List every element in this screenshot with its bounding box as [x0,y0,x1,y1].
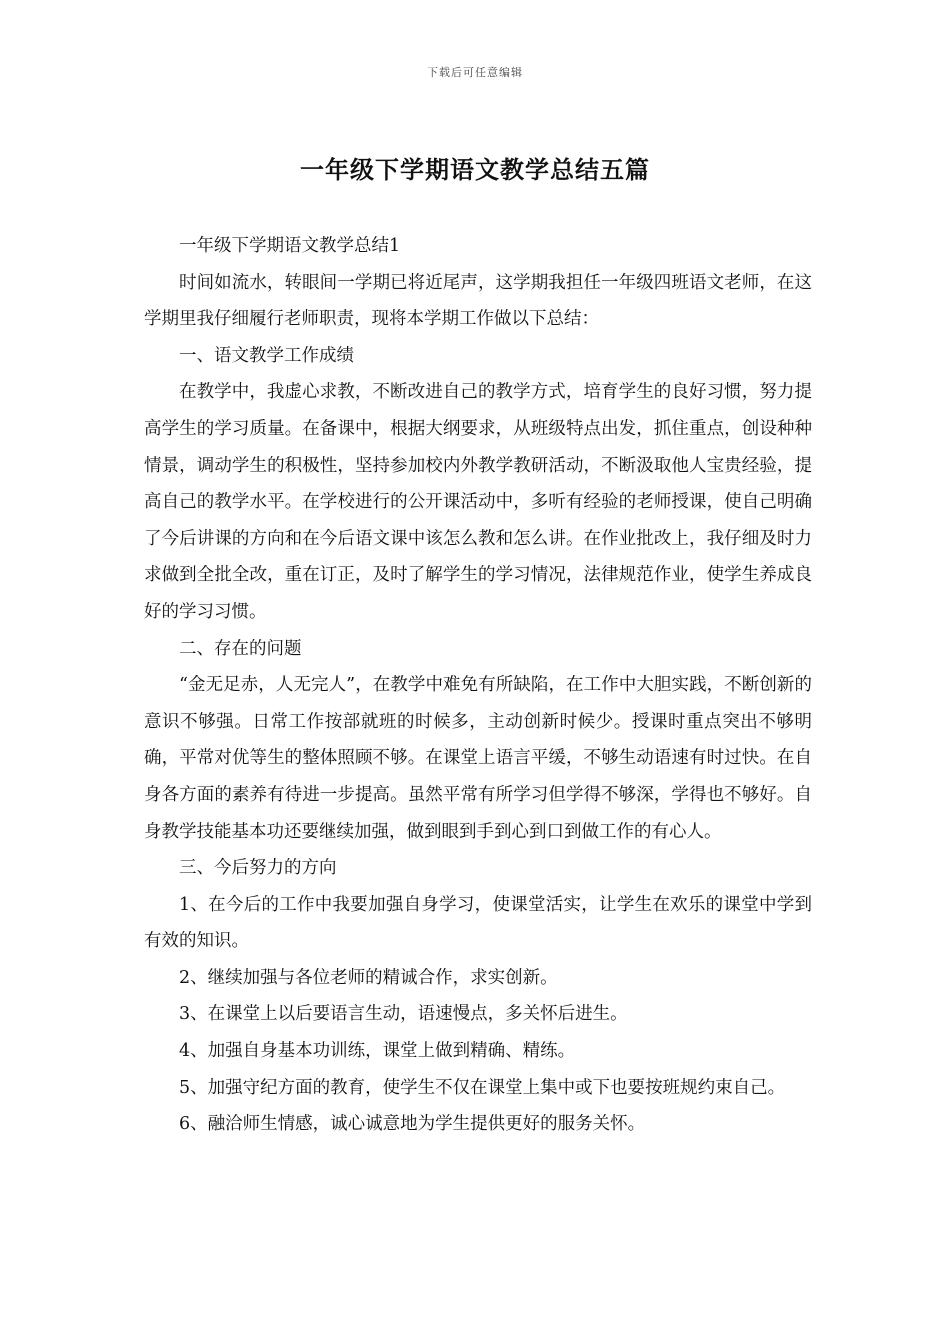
list-item: 3、在课堂上以后要语言生动，语速慢点，多关怀后进生。 [179,1004,628,1025]
section-heading: 一、语文教学工作成绩 [179,345,354,366]
list-item: 2、继续加强与各位老师的精诚合作，求实创新。 [179,967,558,988]
list-item: 5、加强守纪方面的教育，使学生不仅在课堂上集中或下也要按班规约束自己。 [179,1077,786,1098]
paragraph: “金无足赤，人无完人”，在教学中难免有所缺陷，在工作中大胆实践，不断创新的意识不够强。日常工作按部就班的时候多，主动创新时候少。授课时重点突出不够明确，平常对优等生的整体照顾不够。在课堂上语言平缓，不够生动语速有时过快。在自身各方面的素养有待进一步提高。虽然平常有所学习但学得不够深，学得也不够好。自身教学技能基本功还要继续加强，做到眼到手到心到口到做工作的有心人。 [144,675,812,842]
header-note: 下载后可任意编辑 [427,66,523,79]
paragraph: 在教学中，我虚心求教，不断改进自己的教学方式，培育学生的良好习惯，努力提高学生的学习质量。在备课中，根据大纲要求，从班级特点出发，抓住重点，创设种种情景，调动学生的积极性，坚持参加校内外教学教研活动，不断汲取他人宝贵经验，提高自己的教学水平。在学校进行的公开课活动中，多听有经验的老师授课，使自己明确了今后讲课的方向和在今后语文课中该怎么教和怎么讲。在作业批改上，我仔细及时力求做到全批全改，重在订正，及时了解学生的学习情况，法律规范作业，使学生养成良好的学习习惯。 [144,382,812,622]
section-heading: 二、存在的问题 [179,638,302,659]
list-item: 1、在今后的工作中我要加强自身学习，使课堂活实，让学生在欢乐的课堂中学到有效的知识。 [144,894,812,952]
document-body [144,228,812,1143]
paragraph: 时间如流水，转眼间一学期已将近尾声，这学期我担任一年级四班语文老师，在这学期里我仔细履行老师职责，现将本学期工作做以下总结： [144,272,812,330]
document-title: 一年级下学期语文教学总结五篇 [300,155,650,184]
section-heading: 三、今后努力的方向 [179,858,337,879]
list-item: 4、加强自身基本功训练，课堂上做到精确、精练。 [179,1041,576,1062]
section-heading: 一年级下学期语文教学总结1 [179,236,401,256]
list-item: 6、融洽师生情感，诚心诚意地为学生提供更好的服务关怀。 [179,1114,646,1135]
